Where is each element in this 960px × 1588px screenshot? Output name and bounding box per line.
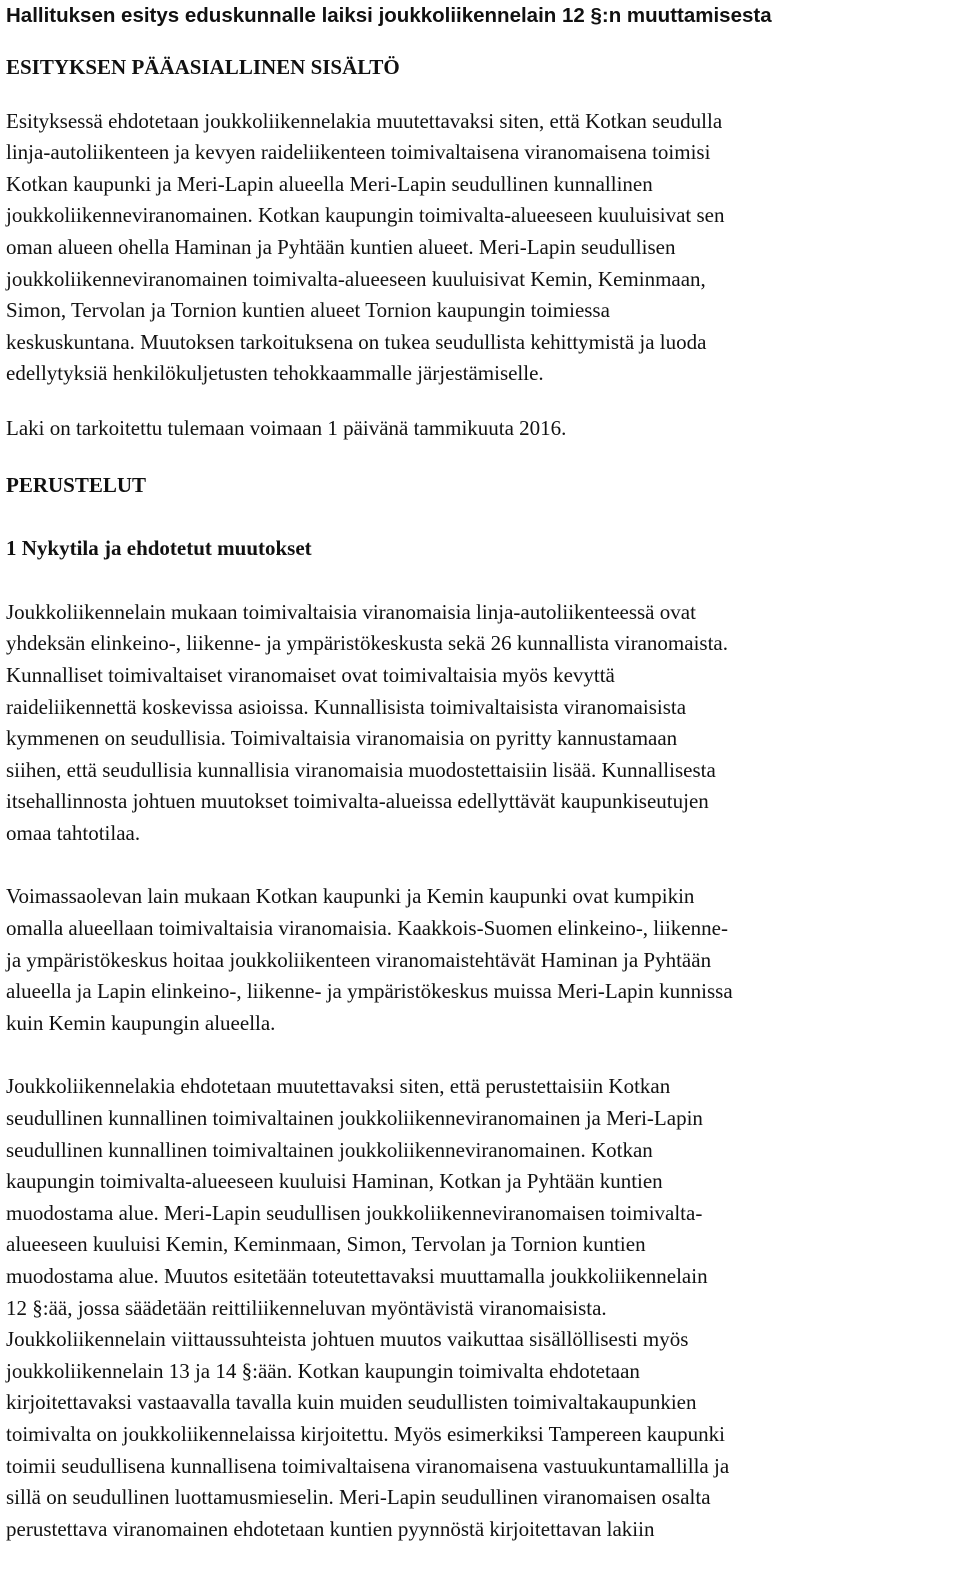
text-line: kaupungin toimivalta-alueeseen kuuluisi Haminan, Kotkan ja Pyhtään kuntien xyxy=(6,1169,663,1194)
text-line: oman alueen ohella Haminan ja Pyhtään kuntien alueet. Meri-Lapin seudullisen xyxy=(6,234,676,259)
summary-paragraph xyxy=(6,106,952,390)
text-line: linja-autoliikenteen ja kevyen raideliikenteen toimivaltaisena viranomaisena toimisi xyxy=(6,140,711,165)
text-line: seudullinen kunnallinen toimivaltainen joukkoliikenneviranomainen. Kotkan xyxy=(6,1137,653,1162)
text-line: Voimassaolevan lain mukaan Kotkan kaupunki ja Kemin kaupunki ovat kumpikin xyxy=(6,884,695,909)
text-line: toimii seudullisena kunnallisena toimivaltaisena viranomaisena vastuukuntamallilla ja xyxy=(6,1453,730,1478)
text-line: itsehallinnosta johtuen muutokset toimivalta-alueissa edellyttävät kaupunkiseutujen xyxy=(6,789,709,814)
text-line: joukkoliikennelain 13 ja 14 §:ään. Kotkan kaupungin toimivalta ehdotetaan xyxy=(6,1358,640,1383)
text-line: siihen, että seudullisia kunnallisia viranomaisia muodostettaisiin lisää. Kunnallisesta xyxy=(6,757,716,782)
text-line: keskuskuntana. Muutoksen tarkoituksena on tukea seudullista kehittymistä ja luoda xyxy=(6,329,707,354)
current-state-paragraph-2 xyxy=(6,881,952,1039)
text-line: muodostama alue. Muutos esitetään toteutettavaksi muuttamalla joukkoliikennelain xyxy=(6,1264,708,1288)
document-page xyxy=(6,0,952,1545)
text-line: muodostama alue. Meri-Lapin seudullisen joukkoliikenneviranomaisen toimivalta- xyxy=(6,1200,703,1225)
text-line: Joukkoliikennelain mukaan toimivaltaisia viranomaisia linja-autoliikenteessä ovat xyxy=(6,599,696,624)
text-line: toimivalta on joukkoliikennelaissa kirjoitettu. Myös esimerkiksi Tampereen kaupunki xyxy=(6,1421,726,1446)
text-line: perustettava viranomainen ehdotetaan kuntien pyynnöstä kirjoitettavan lakiin xyxy=(6,1516,655,1541)
text-line: seudullinen kunnallinen toimivaltainen joukkoliikenneviranomainen ja Meri-Lapin xyxy=(6,1106,703,1131)
text-line: kirjoitettavaksi vastaavalla tavalla kuin muiden seudullisten toimivaltakaupunkien xyxy=(6,1390,697,1415)
text-line: 12 §:ää, jossa säädetään reittiliikenneluvan myöntävistä viranomaisista. xyxy=(6,1295,607,1320)
rationale-heading: PERUSTELUT xyxy=(6,472,147,497)
text-line: Kunnalliset toimivaltaiset viranomaiset ovat toimivaltaisia myös kevyttä xyxy=(6,662,615,687)
text-line: edellytyksiä henkilökuljetusten tehokkaammalle järjestämiselle. xyxy=(6,361,544,386)
text-line: yhdeksän elinkeino-, liikenne- ja ympäristökeskusta sekä 26 kunnallista viranomaista. xyxy=(6,631,728,656)
proposal-paragraph xyxy=(6,1071,952,1545)
text-line: joukkoliikenneviranomainen. Kotkan kaupungin toimivalta-alueeseen kuuluisivat sen xyxy=(6,203,725,228)
section-heading: 1 Nykytila ja ehdotetut muutokset xyxy=(6,536,312,561)
current-state-paragraph-1 xyxy=(6,597,952,850)
text-line: alueella ja Lapin elinkeino-, liikenne- ja ympäristökeskus muissa Meri-Lapin kunnissa xyxy=(6,979,733,1004)
text-line: Simon, Tervolan ja Tornion kuntien alueet Tornion kaupungin toimiessa xyxy=(6,298,610,323)
text-line: omalla alueellaan toimivaltaisia viranomaisia. Kaakkois-Suomen elinkeino-, liikenne- xyxy=(6,916,728,941)
text-line: Joukkoliikennelain viittaussuhteista johtuen muutos vaikuttaa sisällöllisesti myös xyxy=(6,1327,689,1352)
text-line: kuin Kemin kaupungin alueella. xyxy=(6,1010,276,1035)
text-line: raideliikennettä koskevissa asioissa. Kunnallisista toimivaltaisista viranomaisista xyxy=(6,694,687,719)
document-title: Hallituksen esitys eduskunnalle laiksi joukkoliikennelain 12 §:n muuttamisesta xyxy=(6,4,772,27)
text-line: Joukkoliikennelakia ehdotetaan muutettavaksi siten, että perustettaisiin Kotkan xyxy=(6,1074,671,1099)
text-line: alueeseen kuuluisi Kemin, Keminmaan, Simon, Tervolan ja Tornion kuntien xyxy=(6,1232,646,1257)
text-line: ja ympäristökeskus hoitaa joukkoliikenteen viranomaistehtävät Haminan ja Pyhtään xyxy=(6,947,712,972)
text-line: omaa tahtotilaa. xyxy=(6,820,141,845)
summary-heading: ESITYKSEN PÄÄASIALLINEN SISÄLTÖ xyxy=(6,55,400,79)
text-line: joukkoliikenneviranomainen toimivalta-alueeseen kuuluisivat Kemin, Keminmaan, xyxy=(6,266,706,291)
text-line: sillä on seudullinen luottamusmieselin. Meri-Lapin seudullinen viranomaisen osalta xyxy=(6,1485,711,1510)
text-line: Kotkan kaupunki ja Meri-Lapin alueella Meri-Lapin seudullinen kunnallinen xyxy=(6,171,653,196)
text-line: kymmenen on seudullisia. Toimivaltaisia viranomaisia on pyritty kannustamaan xyxy=(6,726,678,751)
text-line: Esityksessä ehdotetaan joukkoliikennelakia muutettavaksi siten, että Kotkan seudulla xyxy=(6,108,723,133)
effective-date-paragraph: Laki on tarkoitettu tulemaan voimaan 1 päivänä tammikuuta 2016. xyxy=(6,415,567,440)
